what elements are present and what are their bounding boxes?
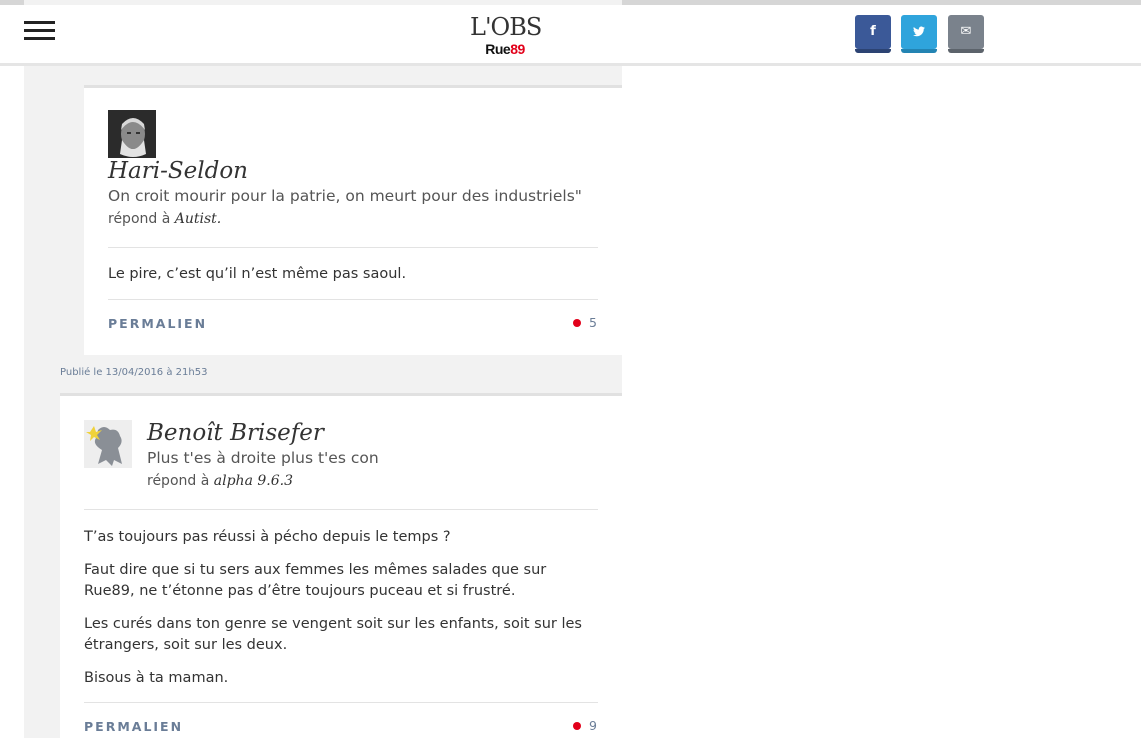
comment-paragraph: Le pire, c’est qu’il n’est même pas saoul. bbox=[108, 266, 407, 282]
logo-lobs: L'OBS bbox=[470, 13, 542, 41]
facebook-icon: f bbox=[870, 24, 876, 39]
comment-paragraph: Bisous à ta maman. bbox=[84, 670, 229, 686]
vote-counter[interactable] bbox=[573, 315, 597, 330]
twitter-share-button[interactable] bbox=[901, 15, 937, 49]
comment-card bbox=[60, 393, 622, 741]
vote-dot-icon bbox=[573, 722, 581, 730]
comments-column bbox=[24, 0, 622, 738]
site-logo[interactable] bbox=[470, 15, 540, 57]
reply-to-author-link[interactable]: alpha 9.6.3 bbox=[213, 473, 293, 489]
author-tagline: Plus t'es à droite plus t'es con bbox=[147, 449, 379, 467]
divider bbox=[108, 299, 598, 300]
comment-author[interactable]: Hari-Seldon bbox=[108, 158, 248, 184]
vote-dot-icon bbox=[573, 319, 581, 327]
facebook-share-button[interactable] bbox=[855, 15, 891, 49]
reply-prefix: répond à bbox=[147, 473, 210, 489]
reply-prefix: répond à bbox=[108, 211, 171, 227]
comment-paragraph: Les curés dans ton genre se vengent soit sur les enfants, soit sur les étrangers, soit sur les deux. bbox=[84, 616, 582, 653]
divider bbox=[108, 247, 598, 248]
reply-to-line bbox=[147, 473, 293, 489]
comment-paragraph: T’as toujours pas réussi à pécho depuis le temps ? bbox=[84, 529, 451, 545]
mail-icon: ✉ bbox=[960, 24, 972, 39]
reply-to-line bbox=[108, 211, 221, 227]
vote-count: 9 bbox=[589, 718, 597, 733]
site-header bbox=[0, 5, 1141, 66]
permalink-link[interactable]: PERMALIEN bbox=[84, 719, 184, 734]
comment-author[interactable]: Benoît Brisefer bbox=[147, 420, 324, 446]
author-tagline: On croit mourir pour la patrie, on meurt pour des industriels" bbox=[108, 187, 582, 205]
divider bbox=[84, 702, 598, 703]
comment-card bbox=[84, 85, 622, 355]
hamburger-menu-icon[interactable] bbox=[24, 19, 55, 45]
reply-to-author-link[interactable]: Autist. bbox=[174, 211, 222, 227]
avatar[interactable] bbox=[84, 420, 132, 468]
permalink-link[interactable]: PERMALIEN bbox=[108, 316, 208, 331]
logo-rue89: Rue 89 bbox=[485, 41, 525, 57]
vote-count: 5 bbox=[589, 315, 597, 330]
vote-counter[interactable] bbox=[573, 718, 597, 733]
comment-publish-date: Publié le 13/04/2016 à 21h53 bbox=[60, 367, 208, 378]
avatar[interactable] bbox=[108, 110, 156, 158]
divider bbox=[84, 509, 598, 510]
mail-share-button[interactable] bbox=[948, 15, 984, 49]
twitter-icon bbox=[913, 24, 925, 39]
comment-paragraph: Faut dire que si tu sers aux femmes les mêmes salades que sur Rue89, ne t’étonne pas d’être toujours puceau et si frustré. bbox=[84, 562, 547, 599]
